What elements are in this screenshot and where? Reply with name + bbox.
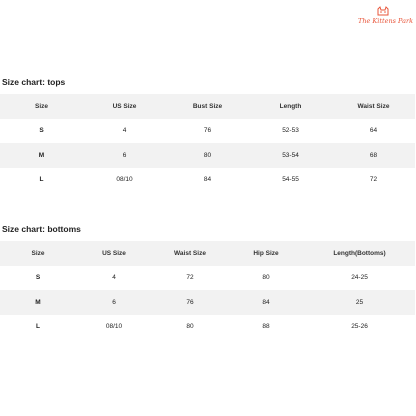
table-cell: 53-54	[249, 143, 332, 168]
table-cell: 54-55	[282, 176, 299, 184]
tops-size-table	[0, 94, 415, 192]
brand-name: The Kittens Park	[358, 17, 414, 25]
table-cell: 80	[166, 143, 249, 168]
table-cell: 84	[228, 290, 304, 315]
table-row	[0, 168, 415, 193]
table-header-row	[0, 94, 415, 119]
table-cell: 08/10	[116, 176, 133, 184]
table-cell: 08/10	[105, 323, 123, 331]
table-cell: 80	[262, 274, 270, 282]
table-header-row	[0, 241, 415, 266]
table-cell: 72	[369, 176, 378, 184]
table-cell: 24-25	[351, 274, 368, 282]
column-header-size: Size	[0, 241, 76, 266]
column-header-length: Length	[249, 94, 332, 119]
table-row	[0, 290, 415, 315]
table-row	[0, 266, 415, 291]
column-header-waist-size: Waist Size	[332, 94, 415, 119]
table-cell: 76	[152, 290, 228, 315]
table-cell: S	[35, 274, 41, 282]
table-cell: 72	[186, 274, 194, 282]
column-header-waist-size: Waist Size	[152, 241, 228, 266]
column-header-bust-size: Bust Size	[166, 94, 249, 119]
brand-logo	[358, 6, 414, 25]
table-row	[0, 143, 415, 168]
table-cell: M	[0, 143, 83, 168]
table-cell: 84	[203, 176, 212, 184]
table-row	[0, 119, 415, 144]
column-header-length-bottoms: Length(Bottoms)	[304, 241, 415, 266]
column-header-hip-size: Hip Size	[228, 241, 304, 266]
table-cell: 76	[203, 127, 212, 135]
table-cell: 25-26	[351, 323, 368, 331]
bottoms-size-table	[0, 241, 415, 339]
column-header-size: Size	[0, 94, 83, 119]
table-cell: 52-53	[282, 127, 299, 135]
bottoms-section-title: Size chart: bottoms	[2, 224, 81, 234]
table-cell: 68	[332, 143, 415, 168]
table-row	[0, 315, 415, 340]
table-cell: 6	[76, 290, 152, 315]
table-cell: L	[39, 176, 44, 184]
table-cell: 4	[122, 127, 127, 135]
table-cell: 88	[262, 323, 270, 331]
table-cell: 25	[304, 290, 415, 315]
table-cell: 64	[369, 127, 378, 135]
column-header-us-size: US Size	[76, 241, 152, 266]
tops-section-title: Size chart: tops	[2, 77, 66, 87]
table-cell: 6	[83, 143, 166, 168]
table-cell: S	[39, 127, 44, 135]
table-cell: 80	[186, 323, 194, 331]
table-cell: 4	[112, 274, 116, 282]
table-cell: M	[0, 290, 76, 315]
table-cell: L	[36, 323, 40, 331]
column-header-us-size: US Size	[83, 94, 166, 119]
kitten-logo-icon	[376, 6, 390, 16]
